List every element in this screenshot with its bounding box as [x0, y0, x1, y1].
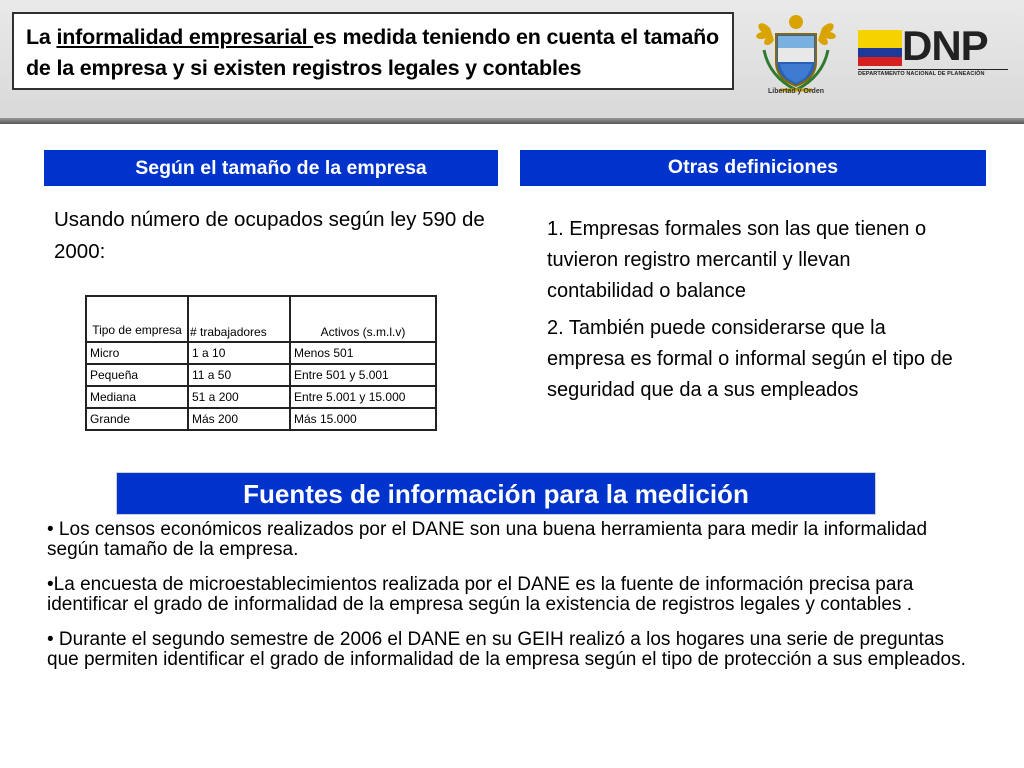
table-row — [86, 364, 436, 386]
size-intro-text: Usando número de ocupados según ley 590 de 2000: — [54, 208, 485, 263]
definition-item: 2. También puede considerarse que la empresa es formal o informal según el tipo de seguridad que da a sus empleados — [547, 317, 953, 401]
table-cell: Mediana — [86, 386, 188, 408]
table-cell: 1 a 10 — [188, 342, 290, 364]
title-text-end: es medida teniendo en cuenta el tamaño de la empresa y si existen registros legales y contables — [26, 25, 719, 80]
bullet-item: •La encuesta de microestablecimientos realizada por el DANE es la fuente de información precisa para identificar el grado de informalidad de la empresa según la existencia de registros legales y contables . — [47, 574, 914, 615]
coat-of-arms-icon — [750, 10, 842, 100]
table-cell: Menos 501 — [290, 342, 436, 364]
header-divider — [0, 118, 1024, 124]
table-header-row — [86, 296, 436, 342]
company-size-table — [85, 295, 437, 431]
bullet-item: • Durante el segundo semestre de 2006 el DANE en su GEIH realizó a los hogares una serie de preguntas que permiten identificar el grado de informalidad de la empresa según el tipo de protección a sus empleados. — [47, 629, 966, 670]
slide-title — [12, 12, 734, 90]
table-cell: Micro — [86, 342, 188, 364]
definition-item: 1. Empresas formales son las que tienen o tuvieron registro mercantil y llevan contabilidad o balance — [547, 218, 927, 302]
table-cell: Pequeña — [86, 364, 188, 386]
sources-bullet-list — [47, 520, 967, 685]
table-cell: 11 a 50 — [188, 364, 290, 386]
other-definitions-heading: Otras definiciones — [520, 150, 986, 186]
table-cell: Más 15.000 — [290, 408, 436, 430]
colombian-flag-icon — [858, 30, 902, 66]
definitions-list — [547, 214, 957, 412]
sources-heading: Fuentes de información para la medición — [116, 472, 876, 515]
table-cell: Entre 501 y 5.001 — [290, 364, 436, 386]
table-header-cell: # trabajadores — [188, 296, 290, 342]
table-header-cell: Activos (s.m.l.v) — [290, 296, 436, 342]
table-header-cell: Tipo de empresa — [86, 296, 188, 342]
table-cell: 51 a 200 — [188, 386, 290, 408]
coat-of-arms-caption: Libertad y Orden — [767, 88, 824, 95]
table-row — [86, 408, 436, 430]
bullet-item: • Los censos económicos realizados por el DANE son una buena herramienta para medir la informalidad según tamaño de la empresa. — [47, 519, 928, 560]
table-row — [86, 386, 436, 408]
dnp-logo: DNP — [902, 22, 988, 69]
table-cell: Grande — [86, 408, 188, 430]
title-underlined-term: informalidad empresarial — [56, 25, 314, 49]
dnp-full-name: DEPARTAMENTO NACIONAL DE PLANEACIÓN — [858, 69, 1008, 77]
table-cell: Más 200 — [188, 408, 290, 430]
size-section-heading: Según el tamaño de la empresa — [44, 150, 498, 186]
table-cell: Entre 5.001 y 15.000 — [290, 386, 436, 408]
title-text-start: La — [26, 25, 57, 49]
table-row — [86, 342, 436, 364]
